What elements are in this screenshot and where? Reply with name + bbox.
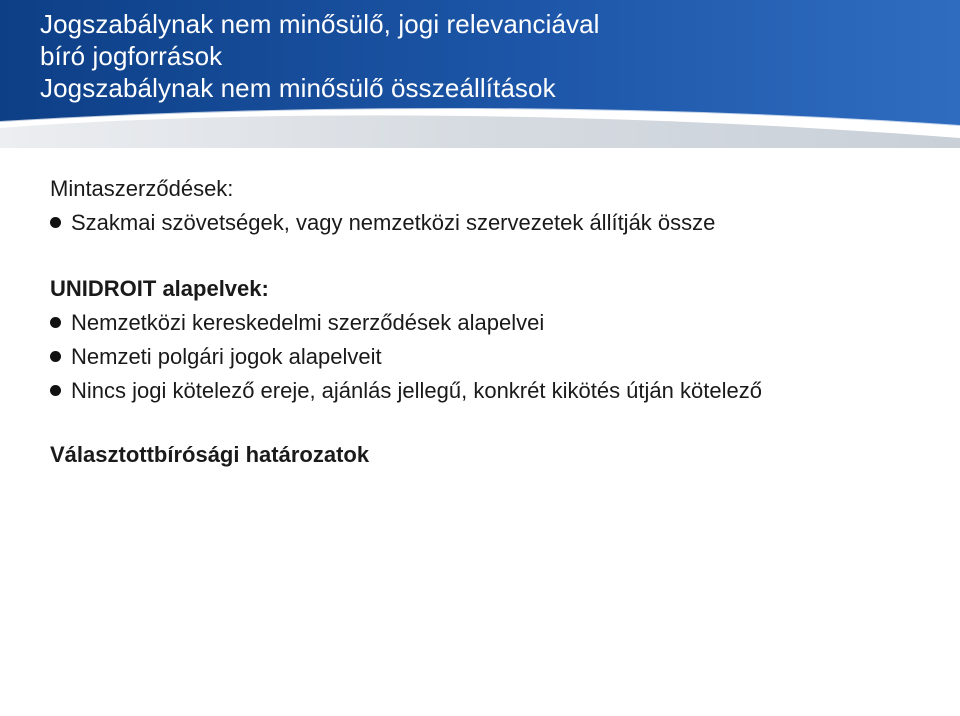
bullet-item [50,376,930,406]
title-banner [0,0,960,148]
section-heading: UNIDROIT alapelvek: [50,276,269,301]
bullet-text: Szakmai szövetségek, vagy nemzetközi szervezetek állítják össze [71,210,716,235]
title-line-2: bíró jogforrások [40,41,223,71]
section-unidroit [50,274,930,406]
section-heading: Választottbírósági határozatok [50,442,370,467]
bullet-item [50,342,930,372]
title-line-3: Jogszabálynak nem minősülő összeállítások [40,73,556,103]
bullet-text: Nincs jogi kötelező ereje, ajánlás jellegű, konkrét kikötés útján kötelező [71,378,762,403]
bullet-dot-icon [50,217,61,228]
bullet-dot-icon [50,317,61,328]
bullet-dot-icon [50,385,61,396]
slide-title [40,8,940,104]
bullet-list [50,208,930,238]
slide-body [50,174,930,470]
section-valasztottbirosagi [50,440,930,470]
bullet-list [50,308,930,406]
title-line-1: Jogszabálynak nem minősülő, jogi relevanciával [40,9,600,39]
section-mintaszerzodesek [50,174,930,238]
section-heading: Mintaszerződések: [50,176,234,201]
bullet-dot-icon [50,351,61,362]
bullet-text: Nemzetközi kereskedelmi szerződések alapelvei [71,310,545,335]
bullet-text: Nemzeti polgári jogok alapelveit [71,344,382,369]
bullet-item [50,308,930,338]
bullet-item [50,208,930,238]
banner-swoosh-shadow [0,115,960,148]
